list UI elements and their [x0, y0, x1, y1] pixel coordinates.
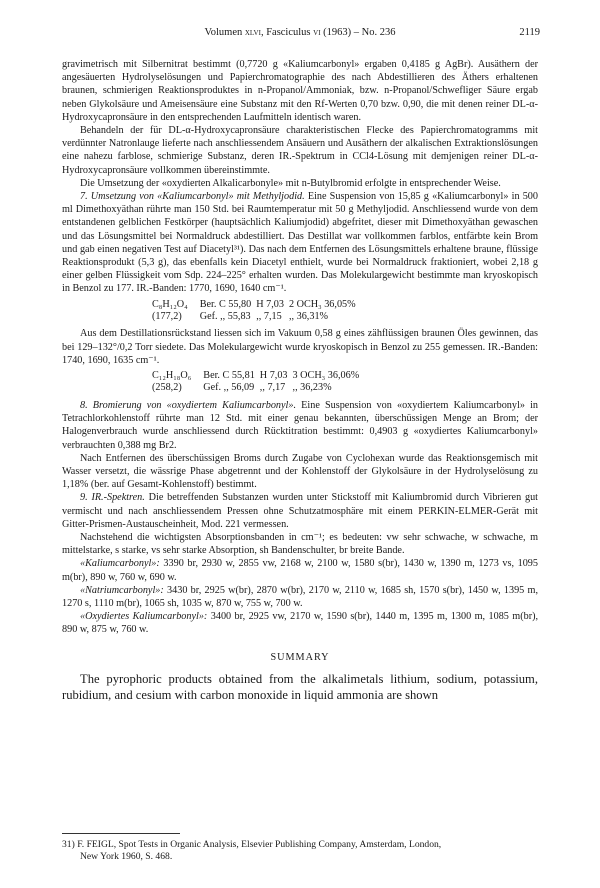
- footnote-line: [62, 839, 538, 851]
- calculated-hydrogen: H 7,03: [259, 370, 288, 382]
- compound-label: «Kaliumcarbonyl»:: [80, 558, 160, 570]
- calculated-carbon: Ber. C 55,80: [199, 298, 252, 310]
- article-body: [62, 58, 538, 704]
- fasciculus-number: vi: [313, 27, 321, 38]
- found-methoxy: ,, 36,31%: [288, 311, 329, 323]
- compound-label: «Natriumcarbonyl»:: [80, 584, 164, 596]
- paragraph-text: Eine Suspension von 15,85 g «Kaliumcarbonyl» in 500 ml Dimethoxyäthan rührte man 150 Std. bei Raumtemperatur mit 50 g Methyljodid. Anschliessend wurde von dem entstandenen gelblichen Festkörper (hauptsächlich Kaliumjodid) abgefritet, dieser mit Dimethoxyäthan gewaschen und das Lösungsmittel bei Normaldruck abdestilliert. Das Destillat war vollkommen farblos, entfärbte kein Brom und gab einen negativen Test auf Diacetyl³¹). Das nach dem Entfernen des Lösungsmittels erhaltene braune, flüssige Reaktionsprodukt (5,3 g), das ebenfalls kein Diacetyl enthielt, wurde bei Normaldruck fraktioniert, wobei 2,18 g einer gelben Flüssigkeit vom Sdp. 224–225° erhalten wurden. Das Molekulargewicht bestimmte man kryoskopisch in Benzol zu 177. IR.-Banden: 1770, 1690, 1640 cm⁻¹.: [62, 191, 538, 295]
- paragraph: [62, 491, 538, 531]
- compound-label: «Oxydiertes Kaliumcarbonyl»:: [80, 611, 208, 623]
- paragraph: Nachstehend die wichtigsten Absorptionsbanden in cm⁻¹; es bedeuten: vw sehr schwache, w schwache, m mittelstarke, s starke, vs sehr starke Absorption, sh Bandenschulter, br breite Bande.: [62, 531, 538, 557]
- footnote-line: New York 1960, S. 468.: [80, 851, 173, 863]
- found-carbon: Gef. ,, 55,83: [199, 311, 251, 323]
- footnote-text: F. FEIGL, Spot Tests in Organic Analysis, Elsevier Publishing Company, Amsterdam, London,: [77, 839, 442, 850]
- elemental-analysis-table: [152, 370, 364, 395]
- paragraph: Nach Entfernen des überschüssigen Broms durch Zugabe von Cyclohexan wurde das Reaktionsgemisch mit Wasser versetzt, die wässrige Phase abgetrennt und der Kohlenstoff der Glykolsäure in der Hydrolyselösung zu 1,18% (ber. auf Gesamt-Kohlenstoff) bestimmt.: [62, 452, 538, 491]
- molecular-formula: C₈H₁₂O₄: [152, 298, 188, 310]
- summary-heading: SUMMARY: [270, 651, 330, 663]
- section-title: 8. Bromierung von «oxydiertem Kaliumcarbonyl».: [80, 399, 297, 411]
- paragraph: [62, 399, 538, 452]
- journal-volume-line: [0, 27, 600, 38]
- found-methoxy: ,, 36,23%: [292, 382, 332, 394]
- fasciculus-label: , Fasciculus: [260, 27, 311, 38]
- molecular-formula: C₁₂H₁₈O₆: [152, 370, 192, 382]
- footnote: [62, 839, 538, 864]
- section-title: 7. Umsetzung von «Kaliumcarbonyl» mit Methyljodid.: [80, 191, 305, 203]
- calculated-methoxy: 2 OCH₃ 36,05%: [288, 298, 356, 310]
- paragraph: Aus dem Destillationsrückstand liessen sich im Vakuum 0,58 g eines zähflüssigen braunen Öles gewinnen, das bei 129–132°/0,2 Torr siedete. Das Molekulargewicht wurde kryoskopisch in Benzol zu 255 gemessen. IR.-Banden: 1740, 1690, 1635 cm⁻¹.: [62, 328, 538, 366]
- year-and-article-number: (1963) – No. 236: [323, 27, 396, 38]
- paragraph: [62, 610, 538, 636]
- paragraph: [62, 190, 538, 296]
- ir-bands: 3400 br, 2925 vw, 2170 w, 1590 s(br), 1440 m, 1395 m, 1300 m, 1085 m(br), 890 w, 875 w, 760 w.: [62, 611, 539, 636]
- found-hydrogen: ,, 7,15: [256, 311, 282, 323]
- molecular-weight: (177,2): [152, 311, 182, 323]
- footnote-marker: 31): [62, 839, 75, 850]
- summary-text: The pyrophoric products obtained from the alkalimetals lithium, sodium, potassium, rubidium, and cesium with carbon monoxide in liquid ammonia are shown: [62, 671, 538, 703]
- paragraph-text: Eine Suspension von «oxydiertem Kaliumcarbonyl» in Tetrachlorkohlenstoff rührte man 12 Std. mit einer genau bekannten, überschüssigen Menge an Brom; der Halogenverbrauch wurde anschliessend durch Rücktitration bestimmt: 0,4903 g «oxydiertes Kaliumcarbonyl» verbrauchten 0,388 mg Br2.: [62, 399, 538, 451]
- found-hydrogen: ,, 7,17: [259, 382, 286, 394]
- volume-number: xlvi: [244, 27, 261, 38]
- paragraph: [62, 584, 538, 610]
- paragraph: [62, 557, 538, 583]
- paragraph: Behandeln der für DL-α-Hydroxycapronsäure charakteristischen Flecke des Papierchromatogramms mit verdünnter Natronlauge lieferte nach anschliessendem Ansäuern und Ausäthern der alkalischen Extraktionslösungen eine nahezu farblose, schmierige Substanz, deren IR.-Spektrum in CCl4-Lösung mit demjenigen reiner DL-α-Hydroxycapronsäure vollkommen übereinstimmte.: [62, 125, 538, 176]
- calculated-methoxy: 3 OCH₃ 36,06%: [292, 370, 360, 382]
- elemental-analysis-table: [152, 299, 361, 324]
- volume-label: Volumen: [204, 27, 243, 38]
- paragraph: gravimetrisch mit Silbernitrat bestimmt (0,7720 g «Kaliumcarbonyl» ergaben 0,4185 g AgBr). Ausäthern der angesäuerten Hydrolyselösungen und Papierchromatographie des nach Abdestillieren des Äthers erhaltenen braunen, schmierigen Reaktionsproduktes in n-Propanol/Ammoniak, bzw. n-Propanol/Schwefliger Säure ergab neben Glykolsäure und Ameisensäure eine Substanz mit den Rf-Werten 0,70 bzw. 0,90, die mit denen reiner DL-α-Hydroxycapronsäure in den entsprechenden Laufmitteln identisch waren.: [62, 59, 538, 123]
- page-number: 2119: [519, 27, 540, 38]
- ir-bands: 3430 br, 2925 w(br), 2870 w(br), 2170 w, 2110 w, 1685 sh, 1570 s(br), 1450 w, 1395 m, 1270 s, 1110 m(br), 1065 sh, 1035 w, 870 w, 755 w, 700 w.: [62, 584, 538, 609]
- ir-bands: 3390 br, 2930 w, 2855 vw, 2168 w, 2100 w, 1580 s(br), 1430 w, 1390 m, 1273 vs, 1095 m(br), 890 w, 760 w, 690 w.: [62, 558, 538, 583]
- section-title: 9. IR.-Spektren.: [80, 492, 145, 504]
- found-carbon: Gef. ,, 56,09: [203, 382, 255, 394]
- paragraph-text: Die betreffenden Substanzen wurden unter Stickstoff mit Kaliumbromid durch Vibrieren gut vermischt und nach anschliessendem Pressen ohne Schutzatmosphäre mit einem PERKIN-ELMER-Gerät mit Gitter-Prismen-Austauscheinheit, Mod. 221 vermessen.: [62, 492, 538, 530]
- calculated-hydrogen: H 7,03: [256, 298, 284, 310]
- molecular-weight: (258,2): [152, 382, 182, 394]
- calculated-carbon: Ber. C 55,81: [203, 370, 255, 382]
- paragraph: Die Umsetzung der «oxydierten Alkalicarbonyle» mit n-Butylbromid erfolgte in entsprechender Weise.: [80, 177, 501, 189]
- footnote-divider: [62, 833, 180, 834]
